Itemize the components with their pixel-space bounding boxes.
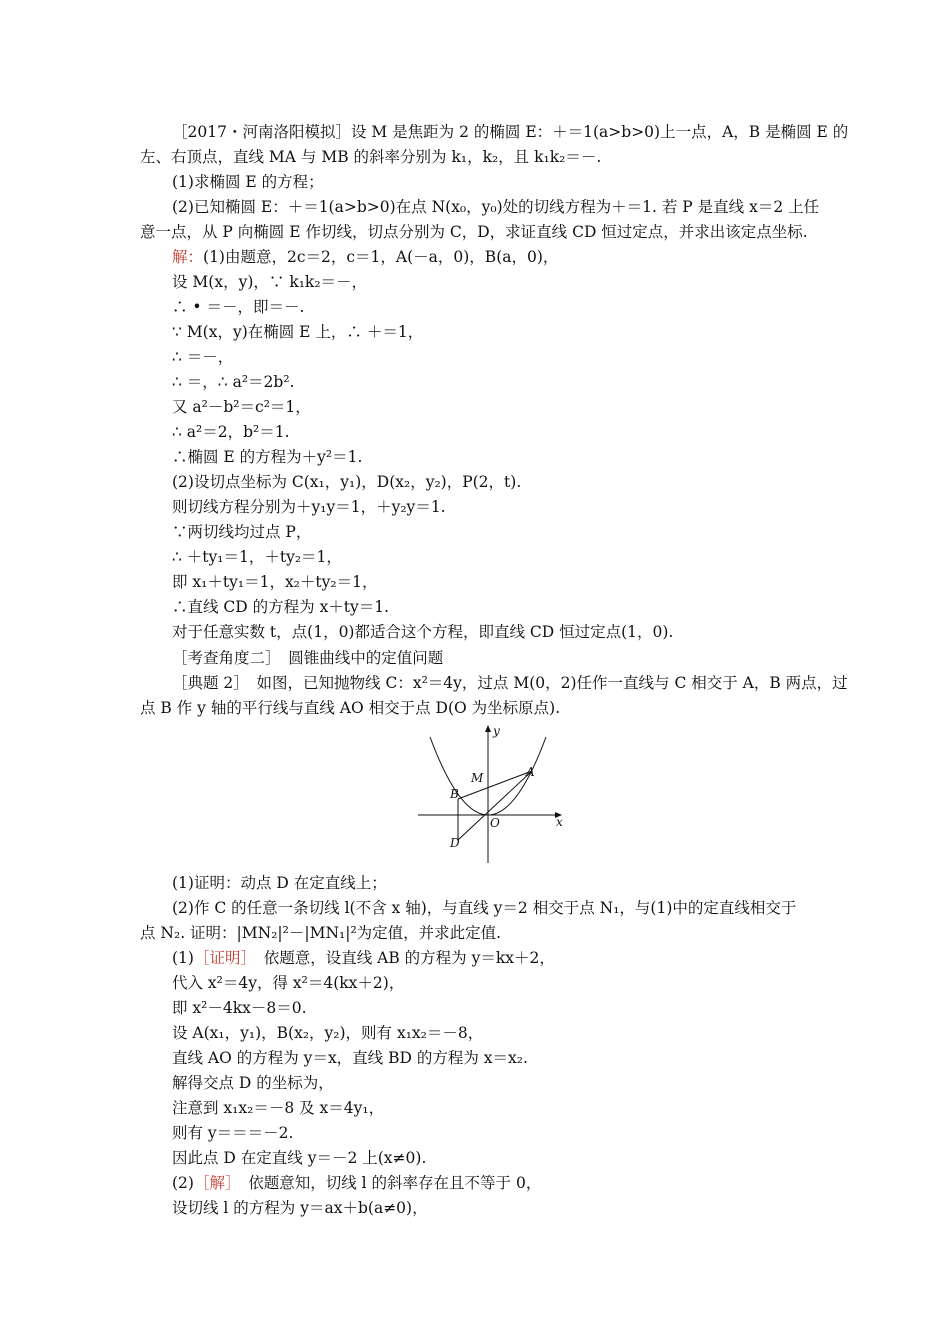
problem1-question1: (1)求椭圆 E 的方程； <box>172 173 324 191</box>
problem1-question2-line1: (2)已知椭圆 E：＋＝1(a>b>0)在点 N(x₀，y₀)处的切线方程为＋＝1. 若 P 是直线 x＝2 上任 <box>172 198 820 216</box>
solution1-line: ∴ a²＝2，b²＝1. <box>172 423 290 441</box>
solution1-line: ∴椭圆 E 的方程为＋y²＝1. <box>172 448 363 466</box>
solution2-last-line: 设切线 l 的方程为 y＝ax＋b(a≠0)， <box>172 1199 428 1217</box>
problem2-line2: 点 B 作 y 轴的平行线与直线 AO 相交于点 D(O 为坐标原点). <box>140 699 561 717</box>
solution2-part1-line <box>172 948 555 968</box>
label-b: B <box>450 787 459 801</box>
solution2-line: 则有 y＝＝＝－2. <box>172 1124 294 1142</box>
solution1-line: 对于任意实数 t，点(1，0)都适合这个方程，即直线 CD 恒过定点(1，0). <box>172 623 674 641</box>
section-heading: ［考查角度二］ 圆锥曲线中的定值问题 <box>172 649 444 667</box>
solution2-line: 即 x²－4kx－8＝0. <box>172 999 307 1017</box>
problem2-line1: ［典题 2］ 如图，已知抛物线 C：x²＝4y，过点 M(0，2)任作一直线与 C 相交于 A，B 两点，过 <box>172 674 848 692</box>
solution1-line: ∵ M(x，y)在椭圆 E 上，∴ ＋＝1， <box>172 323 424 341</box>
problem2-question1: (1)证明：动点 D 在定直线上； <box>172 874 387 892</box>
parabola-figure <box>416 723 566 865</box>
solution2-line: 直线 AO 的方程为 y＝x，直线 BD 的方程为 x＝x₂. <box>172 1049 528 1067</box>
solution1-part1: (1)由题意，2c＝2，c＝1，A(－a，0)，B(a，0)， <box>203 248 559 266</box>
solution1-first-line <box>172 247 558 267</box>
solution1-line: 则切线方程分别为＋y₁y＝1，＋y₂y＝1. <box>172 498 446 516</box>
solution1-line: ∴ ＝－， <box>172 348 234 366</box>
solution-label: 解： <box>172 248 204 266</box>
label-d: D <box>450 836 460 850</box>
solution2-line: 解得交点 D 的坐标为， <box>172 1074 334 1092</box>
part1-prefix: (1) <box>172 949 194 967</box>
y-axis-arrow <box>485 725 491 732</box>
solution1-line: ∴ • ＝－，即＝－. <box>172 298 305 316</box>
solution1-line: ∴ ＋ty₁＝1，＋ty₂＝1， <box>172 548 342 566</box>
solution1-line: 即 x₁＋ty₁＝1，x₂＋ty₂＝1， <box>172 573 378 591</box>
part2-text: 依题意知，切线 l 的斜率存在且不等于 0， <box>232 1174 542 1192</box>
solution2-line: 代入 x²＝4y，得 x²＝4(kx＋2)， <box>172 974 405 992</box>
proof-tag: ［证明］ <box>193 949 249 967</box>
solution1-line: ∵两切线均过点 P， <box>172 523 312 541</box>
solution2-line: 因此点 D 在定直线 y＝－2 上(x≠0). <box>172 1149 427 1167</box>
solution2-part2-line <box>172 1173 541 1193</box>
label-o: O <box>490 816 500 830</box>
problem2-question2-line1: (2)作 C 的任意一条切线 l(不含 x 轴)，与直线 y＝2 相交于点 N₁，与(1)中的定直线相交于 <box>172 899 797 917</box>
label-m: M <box>471 771 484 785</box>
label-a: A <box>526 765 535 779</box>
part2-prefix: (2) <box>172 1174 194 1192</box>
part1-text: 依题意，设直线 AB 的方程为 y＝kx＋2， <box>248 949 555 967</box>
solution1-line: 又 a²－b²＝c²＝1， <box>172 398 311 416</box>
solution1-line: ∴ ＝，∴ a²＝2b². <box>172 373 295 391</box>
problem2-question2-line2: 点 N₂. 证明：|MN₂|²－|MN₁|²为定值，并求此定值. <box>140 924 502 942</box>
solution1-line: ∴直线 CD 的方程为 x＋ty＝1. <box>172 598 390 616</box>
answer-tag: ［解］ <box>193 1174 233 1192</box>
line-ab <box>458 771 532 799</box>
solution2-line: 设 A(x₁，y₁)，B(x₂，y₂)，则有 x₁x₂＝－8， <box>172 1024 484 1042</box>
solution1-line: 设 M(x，y)，∵ k₁k₂＝－， <box>172 273 368 291</box>
problem1-question2-line2: 意一点，从 P 向椭圆 E 作切线，切点分别为 C，D，求证直线 CD 恒过定点，并求出该定点坐标. <box>140 223 808 241</box>
problem1-line2: 左、右顶点，直线 MA 与 MB 的斜率分别为 k₁，k₂，且 k₁k₂＝－. <box>140 148 602 166</box>
solution2-line: 注意到 x₁x₂＝－8 及 x＝4y₁， <box>172 1099 385 1117</box>
solution1-line: (2)设切点坐标为 C(x₁，y₁)，D(x₂，y₂)，P(2，t). <box>172 473 522 491</box>
label-y: y <box>493 724 500 738</box>
label-x: x <box>556 815 563 829</box>
problem1-line1: ［2017・河南洛阳模拟］设 M 是焦距为 2 的椭圆 E：＋＝1(a>b>0)上一点，A，B 是椭圆 E 的 <box>172 123 849 141</box>
